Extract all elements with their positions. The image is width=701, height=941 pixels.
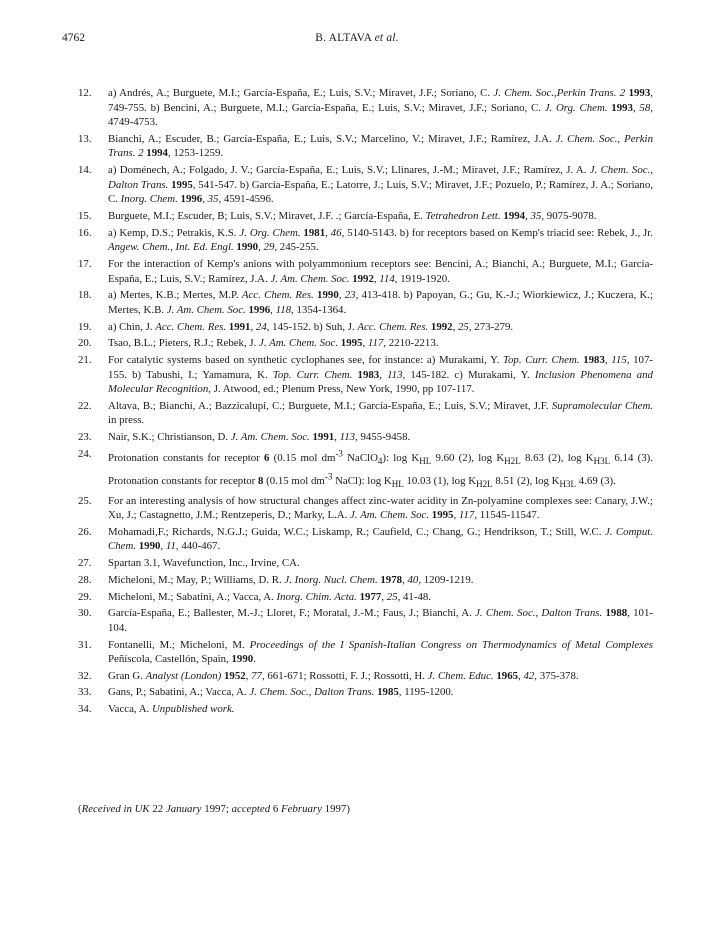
reference-item [78,685,653,700]
reference-number: 13. [78,132,92,145]
reference-item [78,525,653,554]
reference-item [78,447,653,492]
page-header [62,32,652,48]
reference-number: 29. [78,590,92,603]
reference-item [78,226,653,255]
reference-item [78,590,653,605]
reference-text: For the interaction of Kemp's anions with polyammonium receptors see: Bencini, A.; Bianchi, A.; Burguete, M.I.; García-España, E.; Luis, S.V.; Ramírez, J.A. J. Am. Chem. Soc. 1992, 114, 1919-1920. [108,258,653,285]
reference-item [78,163,653,207]
reference-text: a) Doménech, A.; Folgado, J. V.; García-España, E.; Luis, S.V.; Llinares, J.-M.; Miravet, J.F.; Ramírez, J. A. J. Chem. Soc., Dalton Trans. 1995, 541-547. b) García-España, E.; Latorre, J.; Luis, S.V.; Miravet, J.F.; Pozuelo, P.; Ramírez, J. A.; Soriano, C. Inorg. Chem. 1996, 35, 4591-4596. [108,164,653,206]
reference-item [78,209,653,224]
reference-item [78,132,653,161]
reference-item [78,669,653,684]
reference-number: 30. [78,607,92,620]
reference-number: 26. [78,525,92,538]
reference-item [78,702,653,717]
reference-text: Vacca, A. Unpublished work. [108,703,235,716]
reference-number: 22. [78,399,92,412]
reference-number: 15. [78,210,92,223]
received-dates: (Received in UK 22 January 1997; accepted 6 February 1997) [78,803,350,815]
reference-number: 20. [78,337,92,350]
reference-number: 28. [78,573,92,586]
reference-text: Protonation constants for receptor 6 (0.15 mol $dm^{-3}$ NaClO$_4$): $\log K_{HL}$ 9.60 (2), $\log K_{H2L}$ 8.63 (2), $\log K_{H3L}$ 6.14 (3). Protonation constants for receptor 8 (0.15 mol $dm^{-3}$ NaCl): $\log K_{HL}$ 10.03 (1), $\log K_{H2L}$ 8.51 (2), $\log K_{H3L}$ 4.69 (3). [108,448,653,489]
reference-number: 34. [78,703,92,716]
reference-item [78,320,653,335]
reference-item [78,288,653,317]
reference-number: 16. [78,226,92,239]
reference-item [78,257,653,286]
reference-text: Gran G. Analyst (London) 1952, 77, 661-671; Rossotti, F. J.; Rossotti, H. J. Chem. Educ. 1965, 42, 375-378. [108,669,579,682]
reference-number: 27. [78,557,92,570]
reference-item [78,430,653,445]
reference-text: Micheloni, M.; Sabatini, A.; Vacca, A. Inorg. Chim. Acta. 1977, 25, 41-48. [108,590,432,603]
reference-text: Burguete, M.I.; Escuder, B; Luis, S.V.; Miravet, J.F. .; García-España, E. Tetrahedron Lett. 1994, 35, 9075-9078. [108,210,597,223]
reference-item [78,638,653,667]
running-head: B. ALTAVA et al. [315,32,399,44]
reference-list [78,86,653,719]
reference-item [78,86,653,130]
reference-number: 14. [78,164,92,177]
reference-number: 32. [78,669,92,682]
reference-text: Tsao, B.L.; Pieters, R.J.; Rebek, J. J. Am. Chem. Soc. 1995, 117, 2210-2213. [108,337,439,350]
page-number: 4762 [62,32,85,44]
reference-text: a) Andrés, A.; Burguete, M.I.; García-España, E.; Luis, S.V.; Miravet, J.F.; Soriano, C. J. Chem. Soc.,Perkin Trans. 2 1993, 749-755. b) Bencini, A.; Burguete, M.I.; García-España, E.; Luis, S.V.; Miravet, J.F.; Soriano, C. J. Org. Chem. 1993, 58, 4749-4753. [108,87,653,129]
reference-text: a) Kemp, D.S.; Petrakis, K.S. J. Org. Chem. 1981, 46, 5140-5143. b) for receptors based on Kemp's triacid see: Rebek, J., Jr. Angew. Chem., Int. Ed. Engl. 1990, 29, 245-255. [108,226,653,254]
reference-item [78,494,653,523]
reference-text: a) Chin, J. Acc. Chem. Res. 1991, 24, 145-152. b) Suh, J. Acc. Chem. Res. 1992, 25, 273-279. [108,320,514,333]
reference-number: 33. [78,686,92,699]
reference-number: 17. [78,258,92,270]
reference-text: Mohamadi,F.; Richards, N.G.J.; Guida, W.C.; Liskamp, R.; Caufield, C.; Chang, G.; Hendrikson, T.; Still, W.C. J. Comput. Chem. 1990, 11, 440-467. [108,525,653,553]
reference-number: 21. [78,353,92,366]
reference-text: Fontanelli, M.; Micheloni, M. Proceedings of the I Spanish-Italian Congress on Thermodynamics of Metal Complexes Peñíscola, Castellón, Spain, 1990. [108,638,654,666]
reference-number: 23. [78,431,92,444]
reference-number: 25. [78,494,92,507]
reference-item [78,573,653,588]
reference-item [78,353,653,397]
reference-number: 18. [78,289,92,302]
reference-item [78,556,653,571]
reference-text: Nair, S.K.; Christianson, D. J. Am. Chem. Soc. 1991, 113, 9455-9458. [108,431,411,444]
reference-item [78,336,653,351]
reference-number: 19. [78,320,92,333]
reference-number: 12. [78,87,92,99]
reference-number: 24. [78,447,92,460]
reference-text: Gans, P.; Sabatini, A.; Vacca, A. J. Chem. Soc., Dalton Trans. 1985, 1195-1200. [108,686,454,699]
reference-number: 31. [78,638,92,651]
reference-text: For an interesting analysis of how structural changes affect zinc-water acidity in Zn-polyamine complexes see: Canary, J.W.; Xu, J.; Castagnetto, J.M.; Rentzeperis, D.; Marky, L.A. J. Am. Chem. Soc. 1995, 117, 11545-11547. [108,494,653,522]
reference-text: García-España, E.; Ballester, M.-J.; Lloret, F.; Moratal, J.-M.; Faus, J.; Bianchi, A. J. Chem. Soc., Dalton Trans. 1988, 101-104. [108,607,653,634]
reference-text: Micheloni, M.; May, P.; Williams, D. R. J. Inorg. Nucl. Chem. 1978, 40, 1209-1219. [108,573,474,586]
reference-text: For catalytic systems based on synthetic cyclophanes see, for instance: a) Murakami, Y. Top. Curr. Chem. 1983, 115, 107-155. b) Tabushi, I.; Yamamura, K. Top. Curr. Chem. 1983, 113, 145-182. c) Murakami, Y. Inclusion Phenomena and Molecular Recognition, J. Atwood, ed.; Plenum Press, New York, 1990, pp 107-117. [108,353,654,396]
reference-item [78,399,653,428]
reference-text: Bianchi, A.; Escuder, B.; García-España, E.; Luis, S.V.; Marcelino, V.; Miravet, J.F.; Ramírez, J.A. J. Chem. Soc., Perkin Trans. 2 1994, 1253-1259. [108,132,653,160]
reference-text: Spartan 3.1, Wavefunction, Inc., Irvine, CA. [108,557,300,570]
reference-text: a) Mertes, K.B.; Mertes, M.P. Acc. Chem. Res. 1990, 23, 413-418. b) Papoyan, G.; Gu, K.-J.; Wiorkiewicz, J.; Kuczera, K.; Mertes, K.B. J. Am. Chem. Soc. 1996, 118, 1354-1364. [108,289,654,316]
reference-text: Altava, B.; Bianchi, A.; Bazzicalupi, C.; Burguete, M.I.; García-España, E.; Luis, S.V.; Miravet, J.F. Supramolecular Chem. in press. [108,399,653,427]
reference-item [78,606,653,635]
